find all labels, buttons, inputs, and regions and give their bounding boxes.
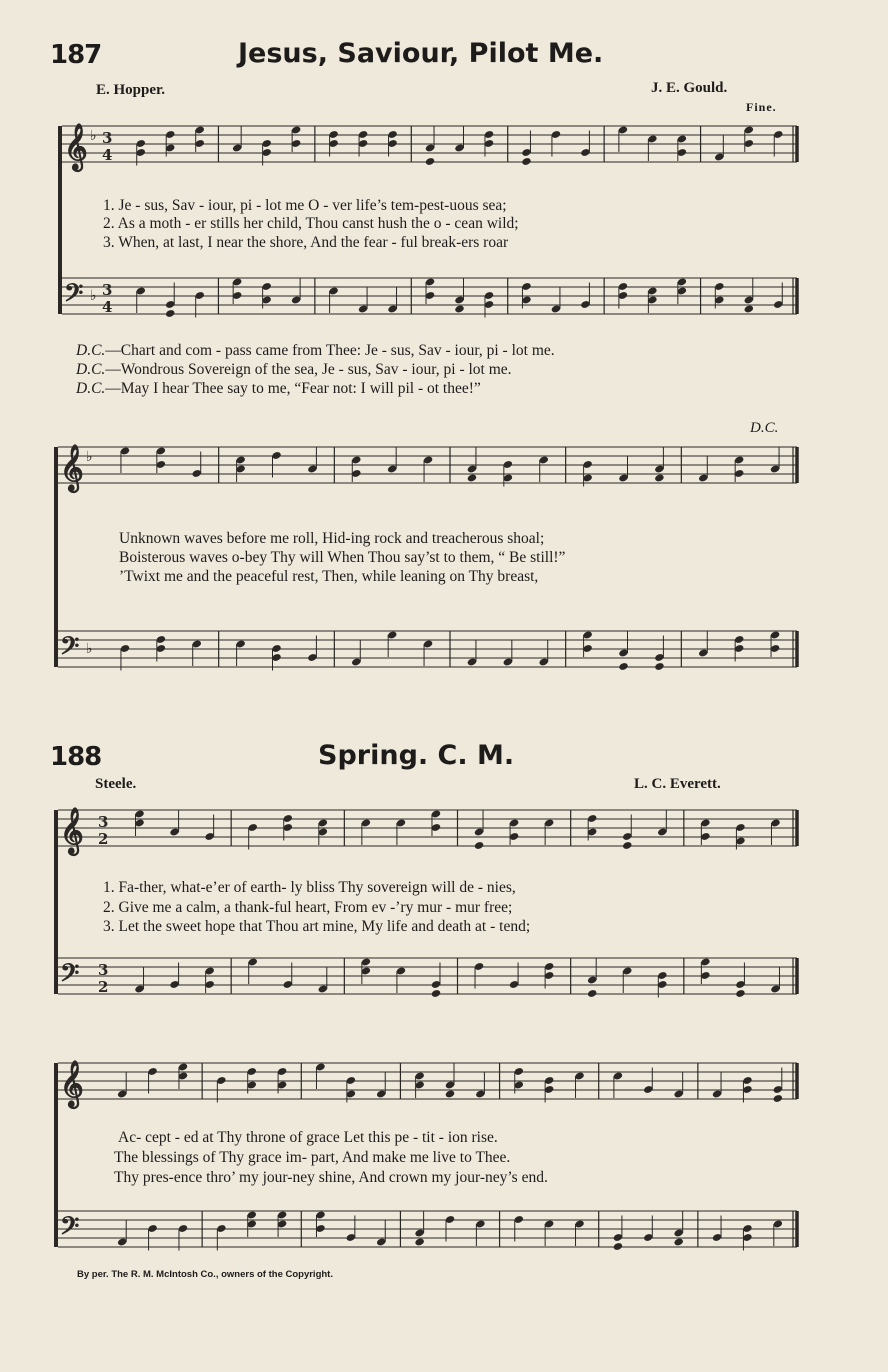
dc-text: —Wondrous Sovereign of the sea, Je - sus, Sav - iour, pi - lot me. [105, 361, 512, 378]
bass-note [414, 1237, 424, 1246]
bass-note [735, 989, 745, 998]
hymn-188-verse-1b: Ac- cept - ed at Thy throne of grace Let this pe - tit - ion rise. [118, 1129, 498, 1146]
key-flat: ♭ [90, 128, 97, 144]
treble-note [445, 1089, 455, 1098]
bass-clef: 𝄢 [60, 632, 80, 667]
treble-note [521, 157, 531, 166]
key-flat: ♭ [86, 641, 93, 657]
treble-clef: 𝄞 [60, 1060, 84, 1107]
hymn-188-number: 188 [50, 742, 102, 772]
key-flat: ♭ [90, 288, 97, 304]
bass-note [165, 309, 175, 318]
hymn-187-number: 187 [50, 40, 102, 70]
dc-text: —Chart and com - pass came from Thee: Je - sus, Sav - iour, pi - lot me. [105, 342, 555, 359]
bass-note [587, 989, 597, 998]
time-signature: 2 [98, 978, 109, 996]
copyright-footer: By per. The R. M. McIntosh Co., owners of the Copyright. [77, 1269, 333, 1280]
bass-note [454, 304, 464, 313]
hymn-188-words-by: Steele. [95, 776, 137, 792]
bass-note [654, 662, 664, 671]
treble-clef: 𝄞 [60, 807, 84, 854]
time-signature: 4 [102, 146, 113, 164]
treble-clef: 𝄞 [60, 444, 84, 491]
key-flat: ♭ [86, 449, 93, 465]
hymn-188-verse-2a: 2. Give me a calm, a thank-ful heart, From ev -’ry mur - mur free; [103, 899, 513, 916]
hymn-188-title: Spring. C. M. [318, 740, 515, 771]
dc-mark: D.C. [76, 380, 106, 397]
time-signature: 3 [102, 281, 113, 299]
hymn-188-verse-2b: The blessings of Thy grace im- part, And make me live to Thee. [114, 1149, 511, 1166]
dc-text: —May I hear Thee say to me, “Fear not: I will pil - ot thee!” [105, 380, 481, 397]
treble-note [467, 473, 477, 482]
time-signature: 3 [98, 813, 109, 831]
fine-marking: Fine. [746, 100, 777, 114]
hymn-187-music-by: J. E. Gould. [651, 80, 728, 96]
bass-note [744, 304, 754, 313]
time-signature: 4 [102, 298, 113, 316]
treble-note [425, 157, 435, 166]
dc-mark: D.C. [76, 361, 106, 378]
hymn-187-verse-3a: 3. When, at last, I near the shore, And the fear - ful break-ers roar [103, 234, 509, 251]
hymn-187-verse-3b: ’Twixt me and the peaceful rest, Then, while leaning on Thy breast, [119, 568, 539, 585]
hymn-188-verse-3b: Thy pres-ence thro’ my jour-ney shine, And crown my jour-ney’s end. [114, 1169, 548, 1186]
hymn-187-title: Jesus, Saviour, Pilot Me. [238, 38, 604, 69]
treble-note [622, 841, 632, 850]
dc-mark: D.C. [76, 342, 106, 359]
bass-note [613, 1242, 623, 1251]
hymn-187-verse-2a: 2. As a moth - er stills her child, Thou canst hush the o - cean wild; [103, 215, 519, 232]
treble-clef: 𝄞 [64, 123, 88, 170]
time-signature: 3 [98, 961, 109, 979]
bass-note [618, 662, 628, 671]
time-signature: 3 [102, 129, 113, 147]
hymn-188-music-by: L. C. Everett. [634, 776, 721, 792]
bass-clef: 𝄢 [60, 1212, 80, 1247]
dc-marking: D.C. [750, 420, 779, 436]
hymn-187-words-by: E. Hopper. [96, 82, 166, 98]
bass-clef: 𝄢 [64, 279, 84, 314]
hymn-187-verse-1b: Unknown waves before me roll, Hid-ing rock and treacherous shoal; [119, 530, 545, 547]
hymn-188-verse-1a: 1. Fa-ther, what-e’er of earth- ly bliss Thy sovereign will de - nies, [103, 879, 516, 896]
treble-note [654, 473, 664, 482]
hymn-187-verse-1a: 1. Je - sus, Sav - iour, pi - lot me O - ver life’s tem-pest-uous sea; [103, 197, 507, 214]
bass-note [673, 1237, 683, 1246]
hymn-188-verse-3a: 3. Let the sweet hope that Thou art mine, My life and death at - tend; [103, 918, 531, 935]
treble-note [773, 1094, 783, 1103]
bass-clef: 𝄢 [60, 959, 80, 994]
bass-note [431, 989, 441, 998]
time-signature: 2 [98, 830, 109, 848]
hymn-187-verse-2b: Boisterous waves o-bey Thy will When Thou say’st to them, “ Be still!” [119, 549, 566, 566]
treble-note [474, 841, 484, 850]
